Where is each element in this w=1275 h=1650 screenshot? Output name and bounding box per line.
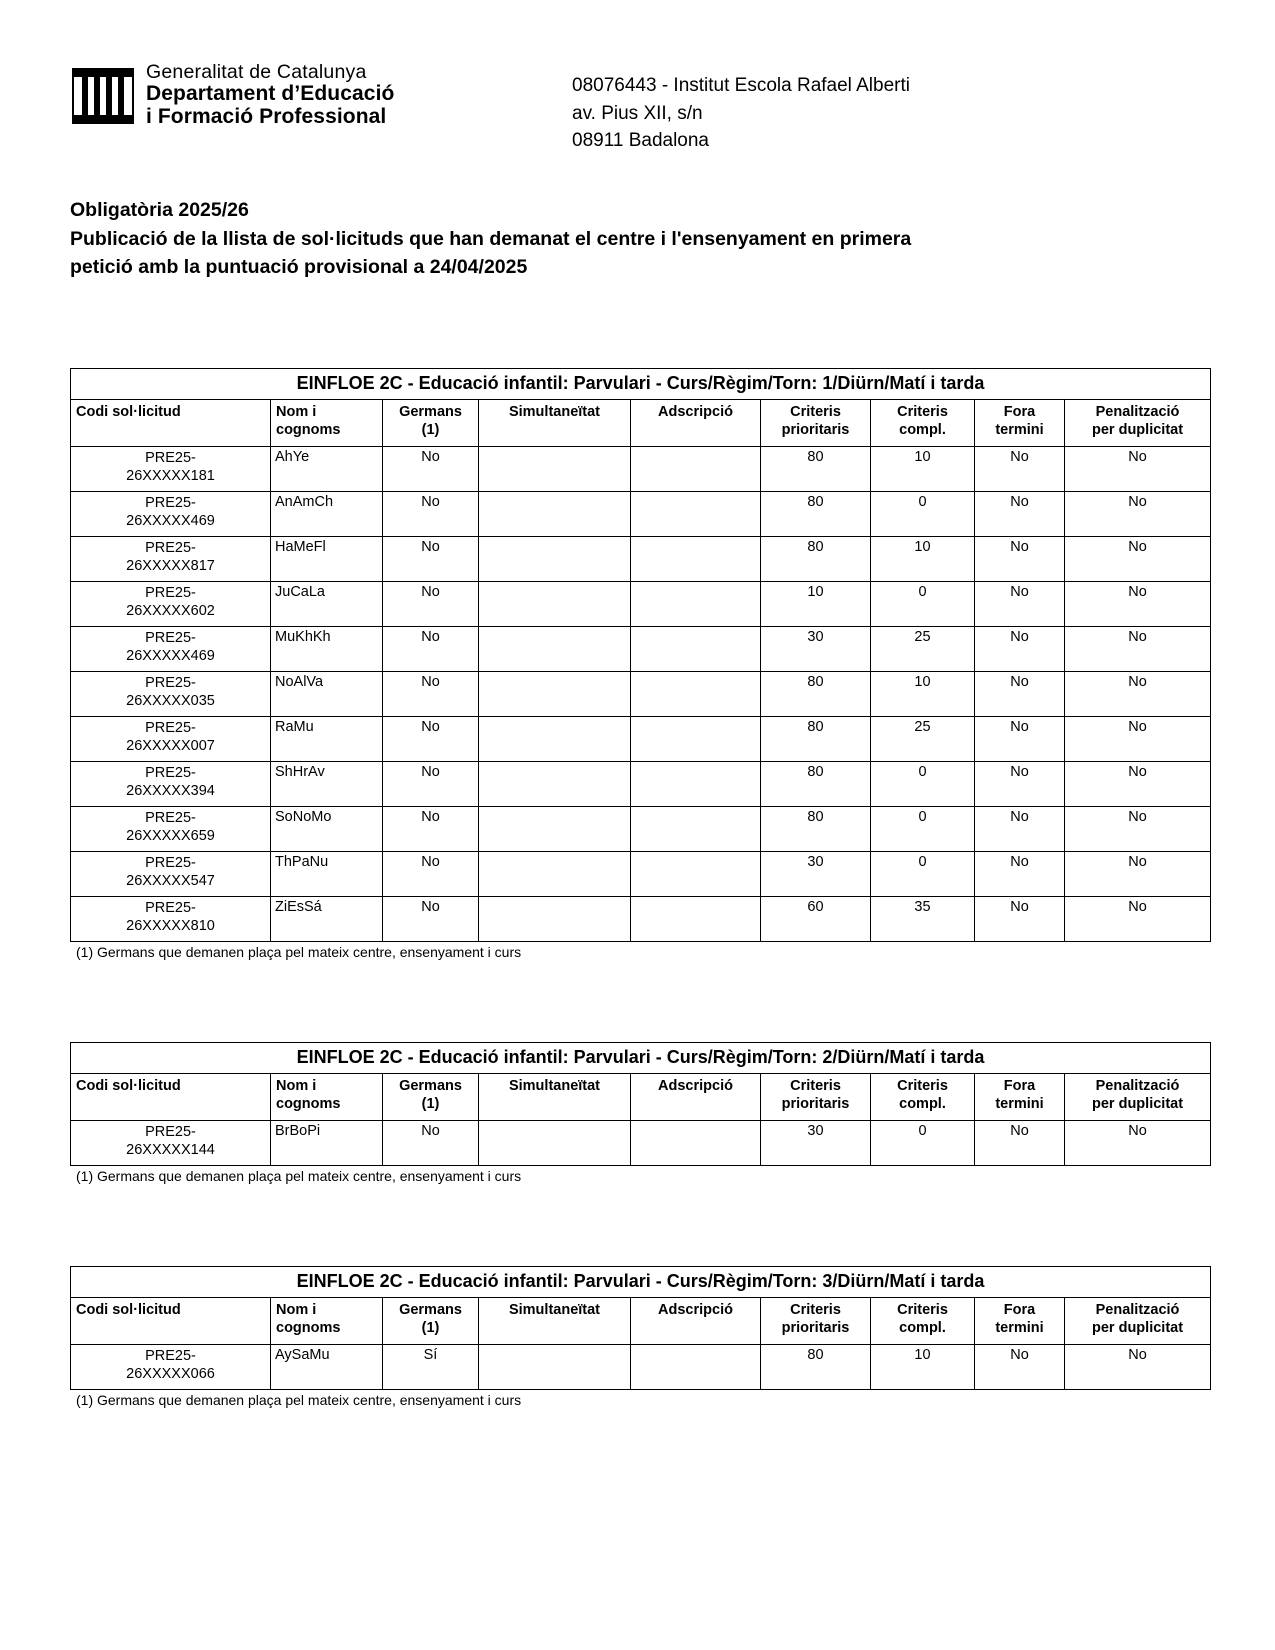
cell-simultaneitat (479, 581, 631, 626)
codi-line-2: 26XXXXX007 (126, 737, 215, 754)
codi-line-2: 26XXXXX181 (126, 467, 215, 484)
table-header-row (71, 1073, 1211, 1120)
col-fora-l2: termini (995, 1319, 1044, 1336)
cell-adscripcio (631, 581, 761, 626)
col-simultaneitat: Simultaneïtat (479, 1073, 631, 1120)
col-adscripcio: Adscripció (631, 1297, 761, 1344)
document-header (0, 0, 1275, 155)
cell-codi (71, 1344, 271, 1389)
cell-nom: JuCaLa (271, 581, 383, 626)
cell-prioritaris: 30 (761, 626, 871, 671)
cell-nom: AySaMu (271, 1344, 383, 1389)
title-line-2: Publicació de la llista de sol·licituds que han demanat el centre i l'ensenyament en primera (70, 228, 912, 251)
center-city: 08911 Badalona (572, 130, 709, 152)
cell-nom: ShHrAv (271, 761, 383, 806)
col-codi: Codi sol·licitud (71, 1297, 271, 1344)
col-prio-l1: Criteris (790, 1077, 841, 1094)
cell-germans: No (383, 761, 479, 806)
cell-penalitzacio: No (1065, 896, 1211, 941)
col-germans-l1: Germans (399, 403, 462, 420)
title-line-3: petició amb la puntuació provisional a 24/04/2025 (70, 256, 528, 279)
table-caption: EINFLOE 2C - Educació infantil: Parvulari - Curs/Règim/Torn: 1/Diürn/Matí i tarda (71, 368, 1211, 399)
cell-prioritaris: 80 (761, 1344, 871, 1389)
cell-adscripcio (631, 671, 761, 716)
col-criteris-prioritaris (761, 1297, 871, 1344)
page-title (70, 197, 1130, 282)
cell-prioritaris: 80 (761, 716, 871, 761)
col-fora-l1: Fora (1003, 1301, 1036, 1318)
codi-line-1: PRE25- (145, 719, 196, 736)
col-codi: Codi sol·licitud (71, 399, 271, 446)
cell-germans: No (383, 1120, 479, 1165)
col-germans (383, 1297, 479, 1344)
cell-adscripcio (631, 626, 761, 671)
cell-fora: No (975, 896, 1065, 941)
title-line-1: Obligatòria 2025/26 (70, 198, 249, 221)
cell-compl: 25 (871, 626, 975, 671)
cell-adscripcio (631, 1344, 761, 1389)
col-adscripcio: Adscripció (631, 1073, 761, 1120)
codi-line-1: PRE25- (145, 674, 196, 691)
applications-table-2 (70, 1042, 1211, 1166)
codi-line-2: 26XXXXX810 (126, 917, 215, 934)
table-row (71, 626, 1211, 671)
col-simultaneitat: Simultaneïtat (479, 1297, 631, 1344)
col-germans-l2: (1) (421, 421, 440, 438)
col-fora-l1: Fora (1003, 1077, 1036, 1094)
cell-simultaneitat (479, 851, 631, 896)
codi-line-2: 26XXXXX144 (126, 1141, 215, 1158)
cell-codi (71, 671, 271, 716)
logo-line-1: Generalitat de Catalunya (146, 61, 367, 83)
footnote: (1) Germans que demanen plaça pel mateix centre, ensenyament i curs (76, 1167, 522, 1184)
col-germans-l1: Germans (399, 1301, 462, 1318)
cell-penalitzacio: No (1065, 761, 1211, 806)
col-nom-l1: Nom i (276, 1301, 317, 1318)
col-nom-l2: cognoms (276, 1319, 341, 1336)
codi-line-1: PRE25- (145, 449, 196, 466)
table-caption: EINFLOE 2C - Educació infantil: Parvulari - Curs/Règim/Torn: 2/Diürn/Matí i tarda (71, 1042, 1211, 1073)
cell-nom: HaMeFl (271, 536, 383, 581)
cell-simultaneitat (479, 491, 631, 536)
col-germans-l2: (1) (421, 1319, 440, 1336)
cell-prioritaris: 80 (761, 536, 871, 581)
col-nom-l1: Nom i (276, 1077, 317, 1094)
cell-prioritaris: 80 (761, 446, 871, 491)
cell-codi (71, 716, 271, 761)
cell-prioritaris: 80 (761, 671, 871, 716)
listing-section-3 (70, 1266, 1184, 1408)
generalitat-shield-icon (72, 68, 134, 124)
table-row (71, 536, 1211, 581)
cell-fora: No (975, 581, 1065, 626)
cell-compl: 10 (871, 446, 975, 491)
cell-fora: No (975, 761, 1065, 806)
cell-nom: ZiEsSá (271, 896, 383, 941)
cell-compl: 0 (871, 491, 975, 536)
cell-penalitzacio: No (1065, 806, 1211, 851)
cell-nom: SoNoMo (271, 806, 383, 851)
col-prio-l2: prioritaris (781, 1319, 850, 1336)
codi-line-1: PRE25- (145, 899, 196, 916)
cell-codi (71, 806, 271, 851)
cell-compl: 10 (871, 671, 975, 716)
col-nom-l2: cognoms (276, 1095, 341, 1112)
logo-line-3: i Formació Professional (146, 104, 387, 128)
col-compl-l2: compl. (899, 1095, 946, 1112)
col-pen-l2: per duplicitat (1092, 1319, 1184, 1336)
table-caption: EINFLOE 2C - Educació infantil: Parvulari - Curs/Règim/Torn: 3/Diürn/Matí i tarda (71, 1266, 1211, 1297)
col-pen-l2: per duplicitat (1092, 1095, 1184, 1112)
cell-simultaneitat (479, 1344, 631, 1389)
cell-simultaneitat (479, 536, 631, 581)
codi-line-1: PRE25- (145, 809, 196, 826)
table-row (71, 806, 1211, 851)
col-fora-l2: termini (995, 1095, 1044, 1112)
cell-fora: No (975, 671, 1065, 716)
cell-penalitzacio: No (1065, 671, 1211, 716)
col-compl-l1: Criteris (897, 403, 948, 420)
cell-penalitzacio: No (1065, 446, 1211, 491)
col-fora-termini (975, 1297, 1065, 1344)
col-criteris-compl (871, 1297, 975, 1344)
generalitat-logo (72, 62, 572, 128)
cell-adscripcio (631, 716, 761, 761)
cell-prioritaris: 80 (761, 491, 871, 536)
applications-table-3 (70, 1266, 1211, 1390)
col-simultaneitat: Simultaneïtat (479, 399, 631, 446)
cell-compl: 0 (871, 806, 975, 851)
col-nom-l1: Nom i (276, 403, 317, 420)
col-compl-l1: Criteris (897, 1301, 948, 1318)
codi-line-1: PRE25- (145, 1123, 196, 1140)
cell-codi (71, 626, 271, 671)
cell-adscripcio (631, 851, 761, 896)
cell-prioritaris: 60 (761, 896, 871, 941)
codi-line-1: PRE25- (145, 854, 196, 871)
cell-codi (71, 761, 271, 806)
cell-prioritaris: 30 (761, 1120, 871, 1165)
logo-line-2: Departament d’Educació (146, 82, 395, 106)
cell-compl: 0 (871, 761, 975, 806)
codi-line-1: PRE25- (145, 584, 196, 601)
cell-prioritaris: 30 (761, 851, 871, 896)
cell-prioritaris: 80 (761, 761, 871, 806)
cell-germans: No (383, 671, 479, 716)
table-row (71, 491, 1211, 536)
cell-germans: No (383, 536, 479, 581)
col-penalitzacio (1065, 399, 1211, 446)
col-prio-l2: prioritaris (781, 1095, 850, 1112)
codi-line-2: 26XXXXX394 (126, 782, 215, 799)
cell-fora: No (975, 446, 1065, 491)
footnote: (1) Germans que demanen plaça pel mateix centre, ensenyament i curs (76, 943, 522, 960)
col-fora-l1: Fora (1003, 403, 1036, 420)
cell-fora: No (975, 626, 1065, 671)
table-row (71, 581, 1211, 626)
cell-germans: No (383, 491, 479, 536)
cell-nom: ThPaNu (271, 851, 383, 896)
cell-codi (71, 536, 271, 581)
cell-codi (71, 446, 271, 491)
cell-penalitzacio: No (1065, 536, 1211, 581)
cell-adscripcio (631, 446, 761, 491)
center-name: 08076443 - Institut Escola Rafael Alberti (572, 75, 910, 96)
table-caption-row (71, 1042, 1211, 1073)
col-prio-l1: Criteris (790, 1301, 841, 1318)
applications-table-1 (70, 368, 1211, 942)
cell-simultaneitat (479, 716, 631, 761)
col-nom (271, 1297, 383, 1344)
cell-codi (71, 491, 271, 536)
cell-compl: 0 (871, 581, 975, 626)
cell-compl: 0 (871, 1120, 975, 1165)
col-criteris-prioritaris (761, 1073, 871, 1120)
table-row (71, 896, 1211, 941)
table-header-row (71, 399, 1211, 446)
codi-line-1: PRE25- (145, 1347, 196, 1364)
cell-adscripcio (631, 806, 761, 851)
col-penalitzacio (1065, 1297, 1211, 1344)
codi-line-1: PRE25- (145, 629, 196, 646)
codi-line-2: 26XXXXX659 (126, 827, 215, 844)
table-caption-row (71, 368, 1211, 399)
table-row (71, 851, 1211, 896)
listing-section-1 (70, 368, 1184, 960)
col-nom (271, 1073, 383, 1120)
codi-line-2: 26XXXXX469 (126, 647, 215, 664)
cell-germans: No (383, 446, 479, 491)
col-compl-l2: compl. (899, 421, 946, 438)
cell-simultaneitat (479, 896, 631, 941)
cell-fora: No (975, 1344, 1065, 1389)
table-caption-row (71, 1266, 1211, 1297)
col-pen-l1: Penalització (1095, 1077, 1180, 1094)
col-pen-l2: per duplicitat (1092, 421, 1184, 438)
table-row (71, 1344, 1211, 1389)
codi-line-2: 26XXXXX035 (126, 692, 215, 709)
cell-simultaneitat (479, 626, 631, 671)
cell-simultaneitat (479, 446, 631, 491)
cell-penalitzacio: No (1065, 581, 1211, 626)
cell-simultaneitat (479, 671, 631, 716)
col-adscripcio: Adscripció (631, 399, 761, 446)
cell-compl: 10 (871, 536, 975, 581)
center-street: av. Pius XII, s/n (572, 102, 703, 124)
cell-fora: No (975, 806, 1065, 851)
table-row (71, 1120, 1211, 1165)
table-row (71, 716, 1211, 761)
cell-nom: MuKhKh (271, 626, 383, 671)
cell-nom: RaMu (271, 716, 383, 761)
col-germans (383, 1073, 479, 1120)
col-compl-l2: compl. (899, 1319, 946, 1336)
col-nom-l2: cognoms (276, 421, 341, 438)
col-fora-termini (975, 1073, 1065, 1120)
cell-germans: No (383, 896, 479, 941)
center-address (572, 62, 910, 155)
codi-line-2: 26XXXXX469 (126, 512, 215, 529)
cell-fora: No (975, 491, 1065, 536)
col-prio-l1: Criteris (790, 403, 841, 420)
cell-penalitzacio: No (1065, 716, 1211, 761)
logo-text (146, 62, 394, 128)
col-germans (383, 399, 479, 446)
col-germans-l2: (1) (421, 1095, 440, 1112)
cell-penalitzacio: No (1065, 1344, 1211, 1389)
cell-germans: No (383, 581, 479, 626)
cell-adscripcio (631, 536, 761, 581)
cell-fora: No (975, 1120, 1065, 1165)
cell-compl: 35 (871, 896, 975, 941)
col-fora-termini (975, 399, 1065, 446)
table-row (71, 446, 1211, 491)
cell-germans: No (383, 626, 479, 671)
cell-penalitzacio: No (1065, 1120, 1211, 1165)
cell-adscripcio (631, 1120, 761, 1165)
table-header-row (71, 1297, 1211, 1344)
col-criteris-prioritaris (761, 399, 871, 446)
cell-fora: No (975, 716, 1065, 761)
codi-line-1: PRE25- (145, 494, 196, 511)
cell-compl: 25 (871, 716, 975, 761)
col-criteris-compl (871, 399, 975, 446)
col-pen-l1: Penalització (1095, 1301, 1180, 1318)
col-compl-l1: Criteris (897, 1077, 948, 1094)
cell-germans: No (383, 806, 479, 851)
cell-prioritaris: 80 (761, 806, 871, 851)
cell-nom: NoAlVa (271, 671, 383, 716)
codi-line-2: 26XXXXX602 (126, 602, 215, 619)
cell-fora: No (975, 536, 1065, 581)
cell-nom: BrBoPi (271, 1120, 383, 1165)
cell-germans: No (383, 716, 479, 761)
col-germans-l1: Germans (399, 1077, 462, 1094)
table-row (71, 761, 1211, 806)
cell-fora: No (975, 851, 1065, 896)
col-penalitzacio (1065, 1073, 1211, 1120)
col-fora-l2: termini (995, 421, 1044, 438)
cell-compl: 10 (871, 1344, 975, 1389)
table-row (71, 671, 1211, 716)
cell-penalitzacio: No (1065, 851, 1211, 896)
cell-compl: 0 (871, 851, 975, 896)
col-prio-l2: prioritaris (781, 421, 850, 438)
codi-line-1: PRE25- (145, 764, 196, 781)
col-criteris-compl (871, 1073, 975, 1120)
cell-penalitzacio: No (1065, 491, 1211, 536)
cell-codi (71, 581, 271, 626)
cell-adscripcio (631, 761, 761, 806)
cell-adscripcio (631, 491, 761, 536)
footnote: (1) Germans que demanen plaça pel mateix centre, ensenyament i curs (76, 1391, 522, 1408)
col-pen-l1: Penalització (1095, 403, 1180, 420)
col-nom (271, 399, 383, 446)
cell-simultaneitat (479, 761, 631, 806)
cell-prioritaris: 10 (761, 581, 871, 626)
cell-nom: AhYe (271, 446, 383, 491)
cell-codi (71, 1120, 271, 1165)
col-codi: Codi sol·licitud (71, 1073, 271, 1120)
codi-line-2: 26XXXXX066 (126, 1365, 215, 1382)
cell-codi (71, 896, 271, 941)
cell-germans: Sí (383, 1344, 479, 1389)
cell-penalitzacio: No (1065, 626, 1211, 671)
cell-adscripcio (631, 896, 761, 941)
cell-simultaneitat (479, 1120, 631, 1165)
codi-line-2: 26XXXXX817 (126, 557, 215, 574)
codi-line-2: 26XXXXX547 (126, 872, 215, 889)
cell-germans: No (383, 851, 479, 896)
cell-codi (71, 851, 271, 896)
listing-section-2 (70, 1042, 1184, 1184)
cell-nom: AnAmCh (271, 491, 383, 536)
codi-line-1: PRE25- (145, 539, 196, 556)
cell-simultaneitat (479, 806, 631, 851)
